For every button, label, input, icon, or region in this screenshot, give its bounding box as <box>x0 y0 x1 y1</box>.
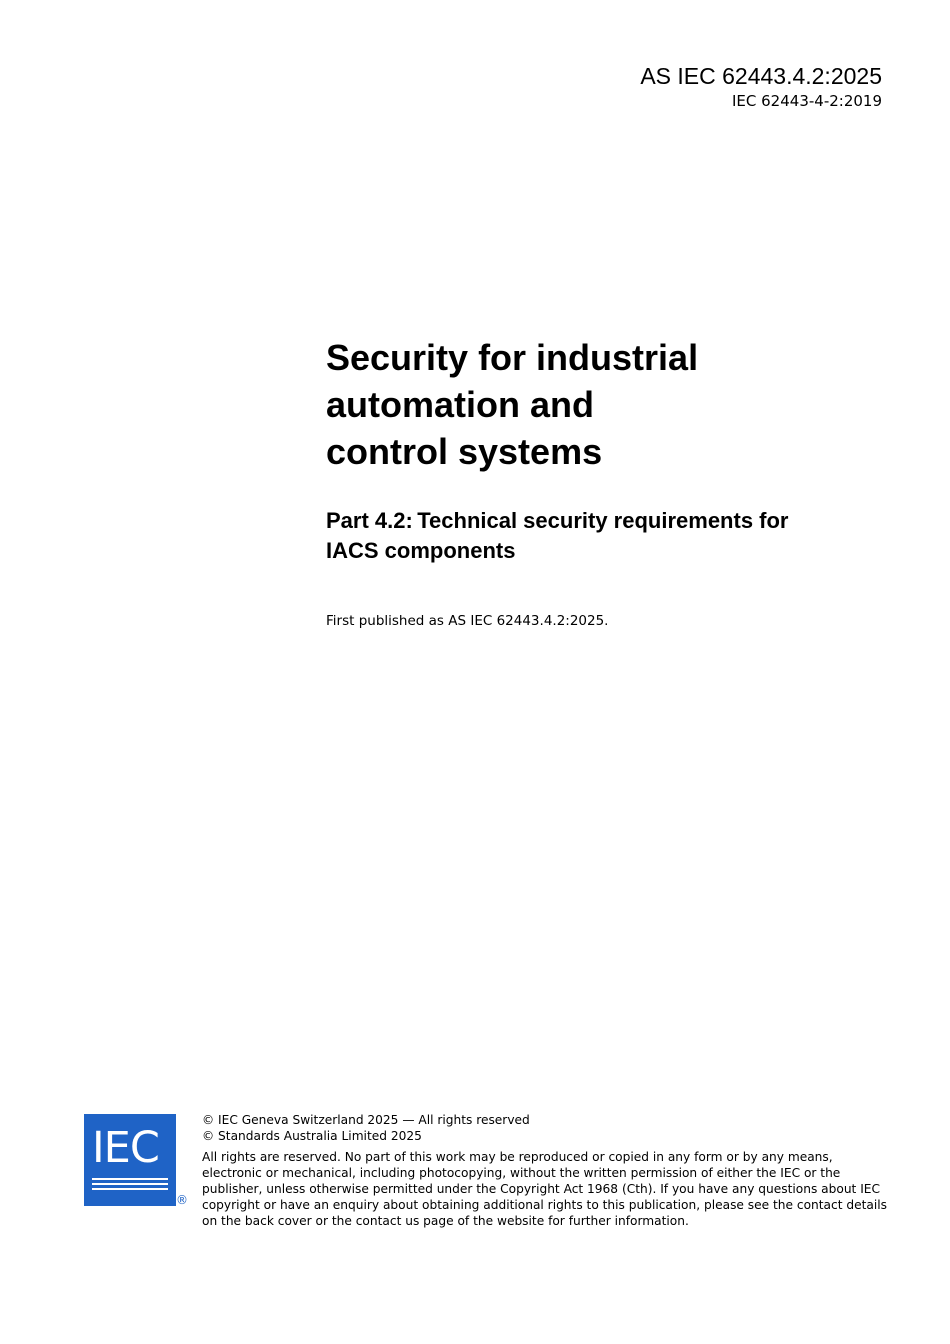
document-title <box>326 334 886 475</box>
rights-line: electronic or mechanical, including photocopying, without the written permission of either the IEC or the <box>202 1166 841 1180</box>
iec-number: IEC 62443-4-2:2019 <box>732 92 882 110</box>
rights-line: All rights are reserved. No part of this work may be reproduced or copied in any form or by any means, <box>202 1150 833 1164</box>
part-subtitle <box>326 506 886 566</box>
copyright-line: © Standards Australia Limited 2025 <box>202 1129 422 1143</box>
logo-stripes <box>92 1178 168 1193</box>
standard-designation <box>640 62 882 112</box>
rights-line: publisher, unless otherwise permitted under the Copyright Act 1968 (Cth). If you have any questions about IEC <box>202 1182 881 1196</box>
part-line: IACS components <box>326 538 516 563</box>
standard-number: AS IEC 62443.4.2:2025 <box>640 63 882 89</box>
logo-text: IEC <box>92 1123 159 1173</box>
copyright-notice <box>202 1112 892 1229</box>
iec-logo <box>84 1114 176 1206</box>
copyright-line: © IEC Geneva Switzerland 2025 — All rights reserved <box>202 1113 530 1127</box>
rights-line: on the back cover or the contact us page of the website for further information. <box>202 1214 689 1228</box>
registered-mark-icon: ® <box>176 1193 188 1207</box>
title-line: Security for industrial <box>326 337 699 378</box>
rights-statement <box>202 1149 892 1229</box>
title-line: automation and <box>326 384 594 425</box>
title-line: control systems <box>326 431 603 472</box>
title-heading <box>326 334 886 475</box>
part-line: Part 4.2: Technical security requirements for <box>326 508 789 533</box>
first-published-note: First published as AS IEC 62443.4.2:2025. <box>326 613 609 629</box>
rights-line: copyright or have an enquiry about obtaining additional rights to this publication, please see the contact details <box>202 1198 887 1212</box>
